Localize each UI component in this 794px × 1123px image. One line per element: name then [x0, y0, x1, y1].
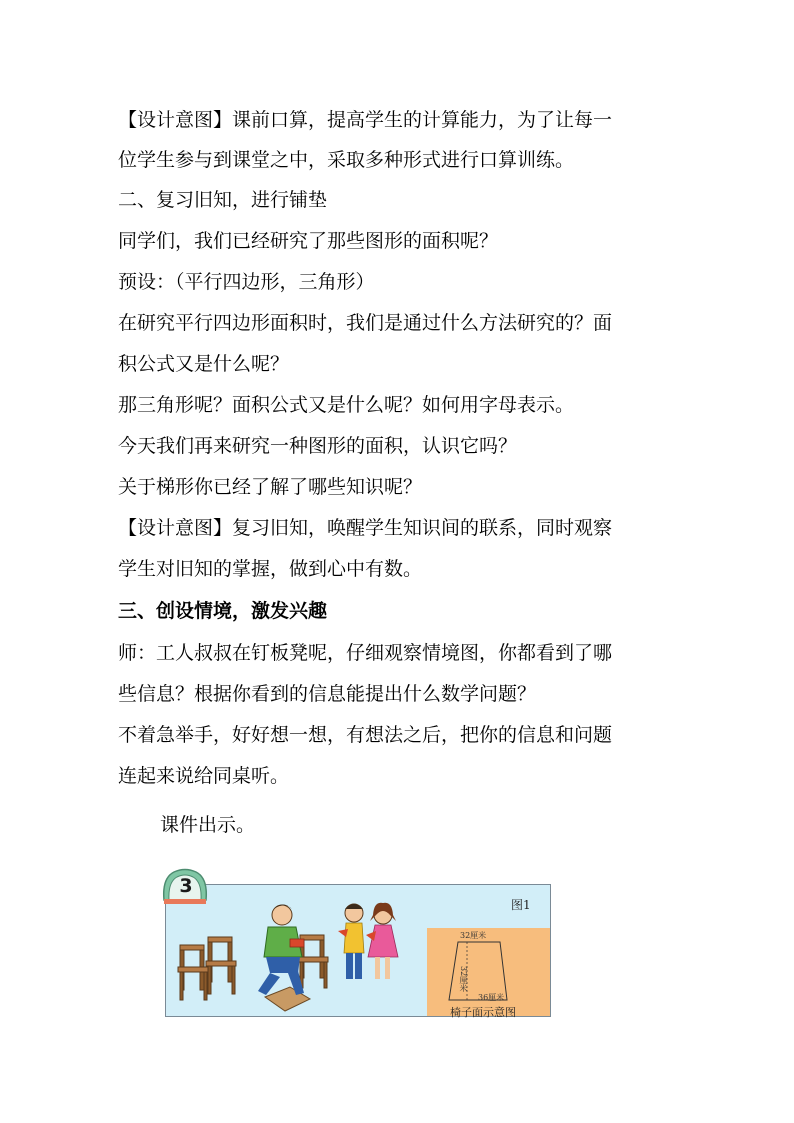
figure-label: 图1 — [511, 898, 531, 912]
paragraph-line: 今天我们再来研究一种图形的面积，认识它吗？ — [118, 435, 518, 457]
section-heading-bold: 三、创设情境，激发兴趣 — [118, 600, 328, 622]
chair-icon — [178, 945, 208, 1000]
paragraph-line: 预设：（平行四边形，三角形） — [118, 271, 375, 293]
example-number: 3 — [179, 875, 193, 897]
chair-icon — [206, 937, 236, 994]
paragraph-line: 学生对旧知的掌握，做到心中有数。 — [118, 558, 423, 580]
paragraph-line: 同学们，我们已经研究了那些图形的面积呢？ — [118, 230, 499, 252]
paragraph-line: 【设计意图】复习旧知，唤醒学生知识间的联系，同时观察 — [118, 517, 613, 539]
paragraph-line: 积公式又是什么呢？ — [118, 353, 290, 375]
paragraph-line: 那三角形呢？面积公式又是什么呢？如何用字母表示。 — [118, 394, 575, 416]
paragraph-line: 在研究平行四边形面积时，我们是通过什么方法研究的？面 — [118, 312, 613, 334]
boy-icon — [338, 904, 364, 979]
paragraph-line: 课件出示。 — [160, 814, 256, 836]
paragraph-line: 位学生参与到课堂之中，采取多种形式进行口算训练。 — [118, 149, 575, 171]
paragraph-line: 连起来说给同桌听。 — [118, 765, 290, 787]
paragraph-line: 关于梯形你已经了解了哪些知识呢？ — [118, 476, 423, 498]
worker-icon — [258, 904, 304, 995]
bottom-base-dimension: 36厘米 — [478, 993, 505, 1002]
girl-icon — [366, 903, 398, 979]
worker-and-chairs-scene — [170, 895, 425, 1015]
top-base-dimension: 32厘米 — [460, 931, 487, 940]
paragraph-line: 师：工人叔叔在钉板凳呢，仔细观察情境图，你都看到了哪 — [118, 642, 613, 664]
height-dimension: 32厘米 — [459, 966, 468, 993]
diagram-caption: 椅子面示意图 — [450, 1006, 516, 1019]
section-heading: 二、复习旧知，进行铺垫 — [118, 189, 328, 211]
paragraph-line: 不着急举手，好好想一想，有想法之后，把你的信息和问题 — [118, 724, 613, 746]
paragraph-line: 些信息？根据你看到的信息能提出什么数学问题？ — [118, 683, 537, 705]
paragraph-line: 【设计意图】课前口算，提高学生的计算能力，为了让每一 — [118, 109, 613, 131]
